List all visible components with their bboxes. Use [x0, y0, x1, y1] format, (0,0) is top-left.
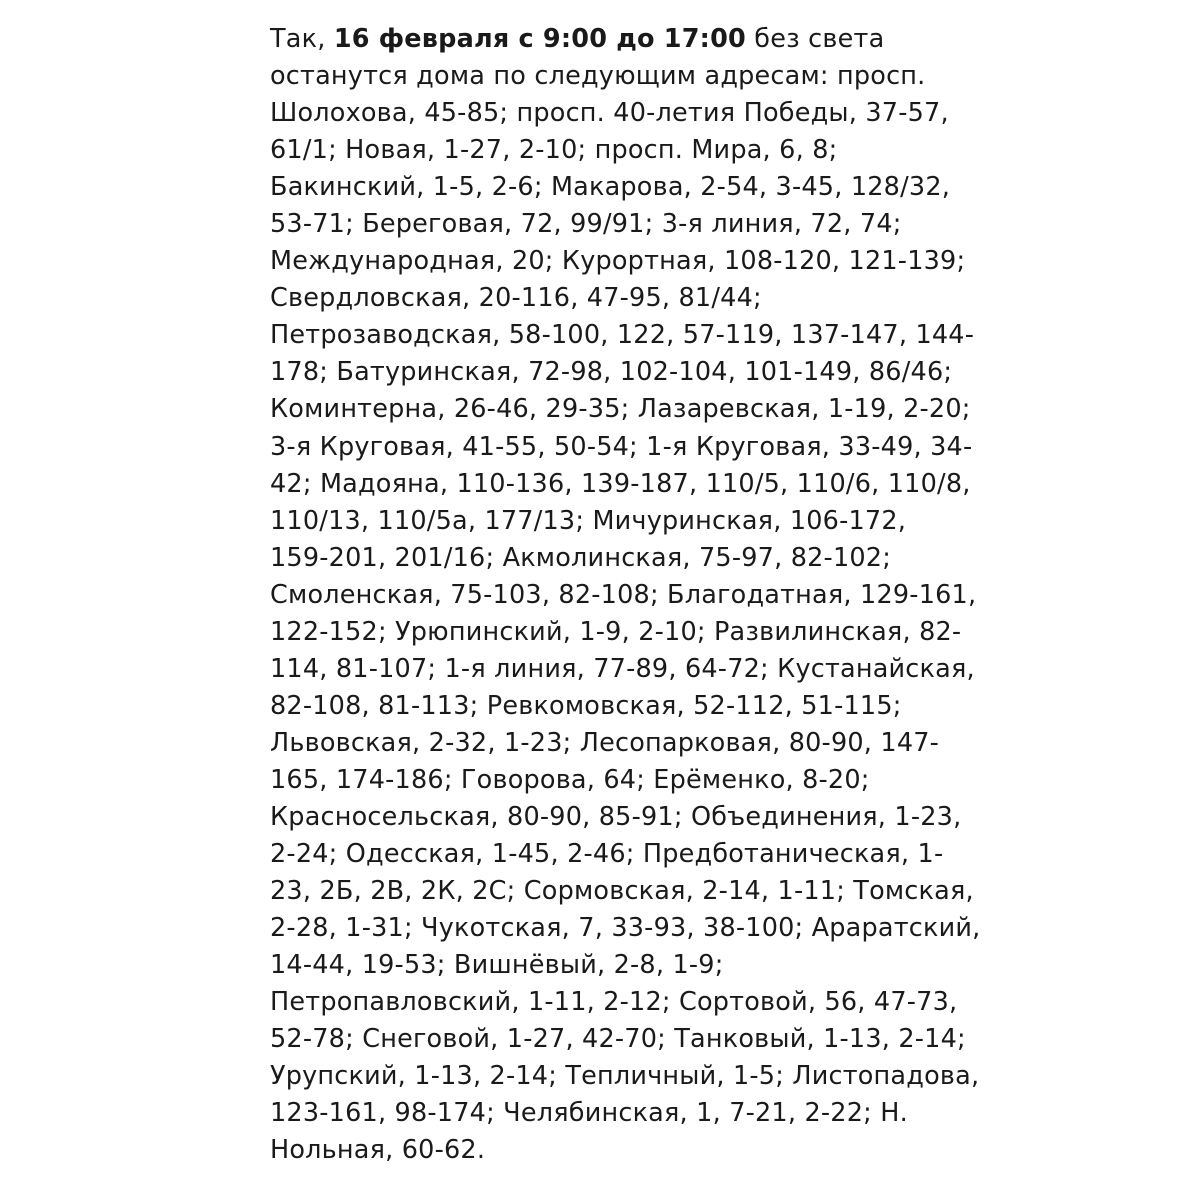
article-line: Свердловская, 20-116, 47-95, 81/44; [270, 283, 762, 314]
article-line: Международная, 20; Курортная, 108-120, 121-139; [270, 246, 966, 277]
intro-suffix: без света [754, 24, 885, 54]
article-line: Красносельская, 80-90, 85-91; Объединения, 1-23, [270, 801, 962, 832]
article-line: 52-78; Снеговой, 1-27, 42-70; Танковый, 1-13, 2-14; [270, 1024, 966, 1055]
article-line: Петрозаводская, 58-100, 122, 57-119, 137-147, 144- [270, 320, 975, 351]
article-line: Смоленская, 75-103, 82-108; Благодатная, 129-161, [270, 579, 977, 610]
article-line: 159-201, 201/16; Акмолинская, 75-97, 82-102; [270, 542, 892, 573]
article-line: 42; Мадояна, 110-136, 139-187, 110/5, 110/6, 110/8, [270, 468, 971, 499]
article-line: 82-108, 81-113; Ревкомовская, 52-112, 51-115; [270, 690, 902, 721]
article-line: Шолохова, 45-85; просп. 40-летия Победы, 37-57, [270, 98, 949, 129]
article-body [270, 21, 981, 1169]
intro-prefix: Так, [270, 24, 326, 54]
article-line: 61/1; Новая, 1-27, 2-10; просп. Мира, 6, 8; [270, 135, 838, 166]
article-line: 110/13, 110/5а, 177/13; Мичуринская, 106-172, [270, 505, 907, 536]
outage-date-time: 16 февраля с 9:00 до 17:00 [333, 24, 746, 54]
article-line: 123-161, 98-174; Челябинская, 1, 7-21, 2-22; Н. [270, 1098, 908, 1129]
article-line: 2-24; Одесская, 1-45, 2-46; Предботаническая, 1- [270, 839, 944, 870]
article-line: Коминтерна, 26-46, 29-35; Лазаревская, 1-19, 2-20; [270, 394, 971, 425]
article-line: 2-28, 1-31; Чукотская, 7, 33-93, 38-100; Араратский, [270, 913, 981, 944]
article-line: 3-я Круговая, 41-55, 50-54; 1-я Круговая, 33-49, 34- [270, 431, 973, 462]
article-line: 165, 174-186; Говорова, 64; Ерёменко, 8-20; [270, 764, 870, 795]
article-line: 114, 81-107; 1-я линия, 77-89, 64-72; Кустанайская, [270, 653, 975, 684]
article-line: Львовская, 2-32, 1-23; Лесопарковая, 80-90, 147- [270, 727, 940, 758]
article-lead-line [270, 21, 910, 58]
article-line: Урупский, 1-13, 2-14; Тепличный, 1-5; Листопадова, [270, 1061, 980, 1092]
article-line: останутся дома по следующим адресам: просп. [270, 61, 926, 92]
article-line: 14-44, 19-53; Вишнёвый, 2-8, 1-9; [270, 950, 724, 981]
article-line: Петропавловский, 1-11, 2-12; Сортовой, 56, 47-73, [270, 987, 958, 1018]
article-line: Нольная, 60-62. [270, 1135, 486, 1166]
article-line: 178; Батуринская, 72-98, 102-104, 101-149, 86/46; [270, 357, 953, 388]
article-line: 23, 2Б, 2В, 2К, 2С; Сормовская, 2-14, 1-11; Томская, [270, 876, 974, 907]
article-line: 53-71; Береговая, 72, 99/91; 3-я линия, 72, 74; [270, 209, 902, 240]
article-line: 122-152; Урюпинский, 1-9, 2-10; Развилинская, 82- [270, 616, 962, 647]
article-line: Бакинский, 1-5, 2-6; Макарова, 2-54, 3-45, 128/32, [270, 172, 951, 203]
